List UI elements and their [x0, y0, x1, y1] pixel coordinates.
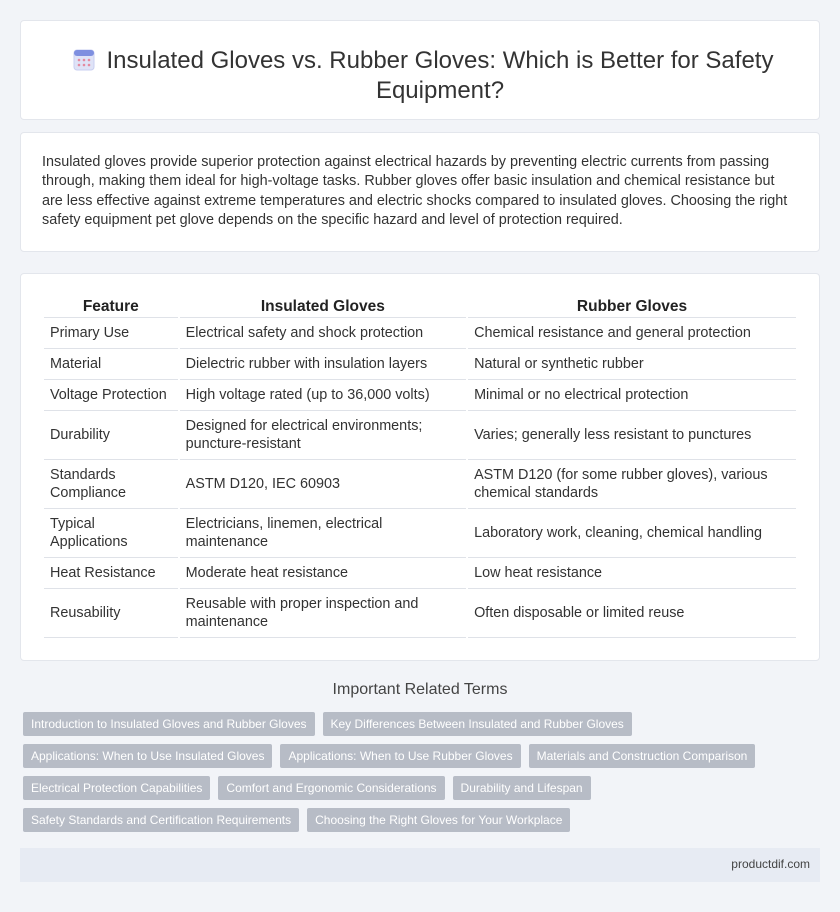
related-term-tag[interactable]: Choosing the Right Gloves for Your Workplace — [307, 808, 570, 832]
table-cell: Laboratory work, cleaning, chemical handling — [468, 509, 796, 558]
related-term-tag[interactable]: Electrical Protection Capabilities — [23, 776, 210, 800]
related-terms-heading: Important Related Terms — [332, 681, 508, 698]
table-cell: Often disposable or limited reuse — [468, 589, 796, 638]
table-row — [44, 318, 796, 349]
table-row — [44, 411, 796, 460]
page-title: Insulated Gloves vs. Rubber Gloves: Which is Better for Safety Equipment? — [106, 47, 774, 104]
table-cell: Electricians, linemen, electrical maintenance — [180, 509, 466, 558]
table-cell: Moderate heat resistance — [180, 558, 466, 589]
table-cell: Typical Applications — [44, 509, 178, 558]
table-header-feature: Feature — [44, 296, 178, 318]
table-cell: Durability — [44, 411, 178, 460]
table-cell: Reusability — [44, 589, 178, 638]
table-cell: Material — [44, 349, 178, 380]
intro-paragraph: Insulated gloves provide superior protection against electrical hazards by preventing electric currents from passing through, making them ideal for high-voltage tasks. Rubber gloves offer basic insulation and chemical resistance but are less effective against extreme temperatures and electric shocks compared to insulated gloves. Choosing the right safety equipment pet glove depends on the specific hazard and level of protection required. — [42, 154, 788, 229]
table-cell: ASTM D120 (for some rubber gloves), various chemical standards — [468, 460, 796, 509]
intro-card — [20, 132, 820, 252]
table-cell: High voltage rated (up to 36,000 volts) — [180, 380, 466, 411]
related-term-tag[interactable]: Key Differences Between Insulated and Rubber Gloves — [323, 712, 632, 736]
footer-site-name[interactable]: productdif.com — [731, 857, 810, 871]
table-cell: Designed for electrical environments; puncture-resistant — [180, 411, 466, 460]
related-term-tag[interactable]: Introduction to Insulated Gloves and Rubber Gloves — [23, 712, 315, 736]
related-term-tag[interactable]: Durability and Lifespan — [453, 776, 591, 800]
related-term-tag[interactable]: Applications: When to Use Insulated Gloves — [23, 744, 272, 768]
table-row — [44, 558, 796, 589]
table-row — [44, 349, 796, 380]
table-row — [44, 589, 796, 638]
table-cell: Chemical resistance and general protection — [468, 318, 796, 349]
table-cell: Reusable with proper inspection and maintenance — [180, 589, 466, 638]
table-cell: Dielectric rubber with insulation layers — [180, 349, 466, 380]
table-header-insulated: Insulated Gloves — [180, 296, 466, 318]
table-cell: Electrical safety and shock protection — [180, 318, 466, 349]
related-term-tag[interactable]: Safety Standards and Certification Requirements — [23, 808, 299, 832]
table-cell: Voltage Protection — [44, 380, 178, 411]
title-card — [20, 20, 820, 120]
table-cell: Low heat resistance — [468, 558, 796, 589]
table-cell: Heat Resistance — [44, 558, 178, 589]
table-cell: Natural or synthetic rubber — [468, 349, 796, 380]
table-cell: Standards Compliance — [44, 460, 178, 509]
related-terms-list — [23, 712, 763, 840]
comparison-card — [20, 273, 820, 661]
table-row — [44, 380, 796, 411]
table-cell: ASTM D120, IEC 60903 — [180, 460, 466, 509]
table-row — [44, 460, 796, 509]
footer — [20, 848, 820, 882]
table-row — [44, 509, 796, 558]
related-term-tag[interactable]: Applications: When to Use Rubber Gloves — [280, 744, 520, 768]
related-term-tag[interactable]: Materials and Construction Comparison — [529, 744, 756, 768]
related-term-tag[interactable]: Comfort and Ergonomic Considerations — [218, 776, 444, 800]
table-cell: Minimal or no electrical protection — [468, 380, 796, 411]
table-cell: Varies; generally less resistant to punctures — [468, 411, 796, 460]
comparison-table — [42, 296, 798, 638]
table-header-rubber: Rubber Gloves — [468, 296, 796, 318]
table-cell: Primary Use — [44, 318, 178, 349]
